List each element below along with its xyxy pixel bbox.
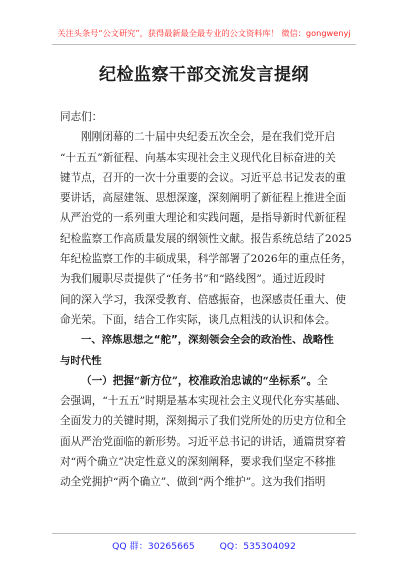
header-promo-note: 关注头条号“公文研究”，获得最新最全最专业的公文资料库！ 微信：gongwenyj — [57, 28, 351, 38]
body-line: 会强调，“十五五”时期是基本实现社会主义现代化夯实基础、 — [60, 395, 347, 408]
body-line: 为我们履职尽责提供了“任务书”和“路线图”。通过近段时 — [60, 273, 326, 286]
subsection-line — [60, 371, 360, 391]
salutation: 同志们： — [60, 111, 103, 123]
footer-qq: QQ：535304092 — [219, 541, 296, 552]
body-line: 全面发力的关键时期，深刻揭示了我们党所处的历史方位和全 — [60, 415, 347, 428]
section-heading-cont: 与时代性 — [60, 354, 102, 367]
body-line: 从严治党的一系列重大理论和实践问题，是指导新时代新征程 — [60, 212, 347, 225]
body-line: 纪检监察工作高质量发展的纲领性文献。报告系统总结了2025 — [60, 232, 352, 245]
footer-contact — [0, 538, 408, 552]
section-heading: 一、淬炼思想之“舵”，深刻领会全会的政治性、战略性 — [81, 334, 334, 347]
body-line: 命光荣。下面，结合工作实际，谈几点粗浅的认识和体会。 — [60, 313, 336, 326]
footer-divider — [52, 533, 356, 534]
body-line: 面从严治党面临的新形势。习近平总书记的讲话，通篇贯穿着 — [60, 435, 347, 448]
body-line: 键节点，召开的一次十分重要的会议。习近平总书记发表的重 — [60, 171, 347, 184]
body-line: 对“两个确立”决定性意义的深刻阐释，要求我们坚定不移推 — [60, 456, 336, 469]
body-line: 刚刚闭幕的二十届中央纪委五次全会，是在我们党开启 — [81, 131, 336, 144]
body-line: “十五五”新征程、向基本实现社会主义现代化目标奋进的关 — [60, 151, 336, 164]
footer-qq-group: QQ 群：30265665 — [112, 541, 195, 552]
subsection-heading-tail: 全 — [317, 374, 328, 387]
body-line: 间的深入学习，我深受教育、倍感振奋，也深感责任重大、使 — [60, 293, 347, 306]
subsection-heading: （一）把握“新方位”，校准政治忠诚的“坐标系”。 — [81, 374, 318, 387]
body-line: 年纪检监察工作的丰硕成果，科学部署了2026年的重点任务， — [60, 253, 352, 266]
body-line: 要讲话，高屋建瓴、思想深邃，深刻阐明了新征程上推进全面 — [60, 192, 347, 205]
body-line: 动全党拥护“两个确立”、做到“两个维护”。这为我们指明 — [60, 476, 326, 489]
header-divider — [52, 44, 356, 45]
document-body — [60, 107, 360, 493]
document-title: 纪检监察干部交流发言提纲 — [99, 65, 309, 85]
